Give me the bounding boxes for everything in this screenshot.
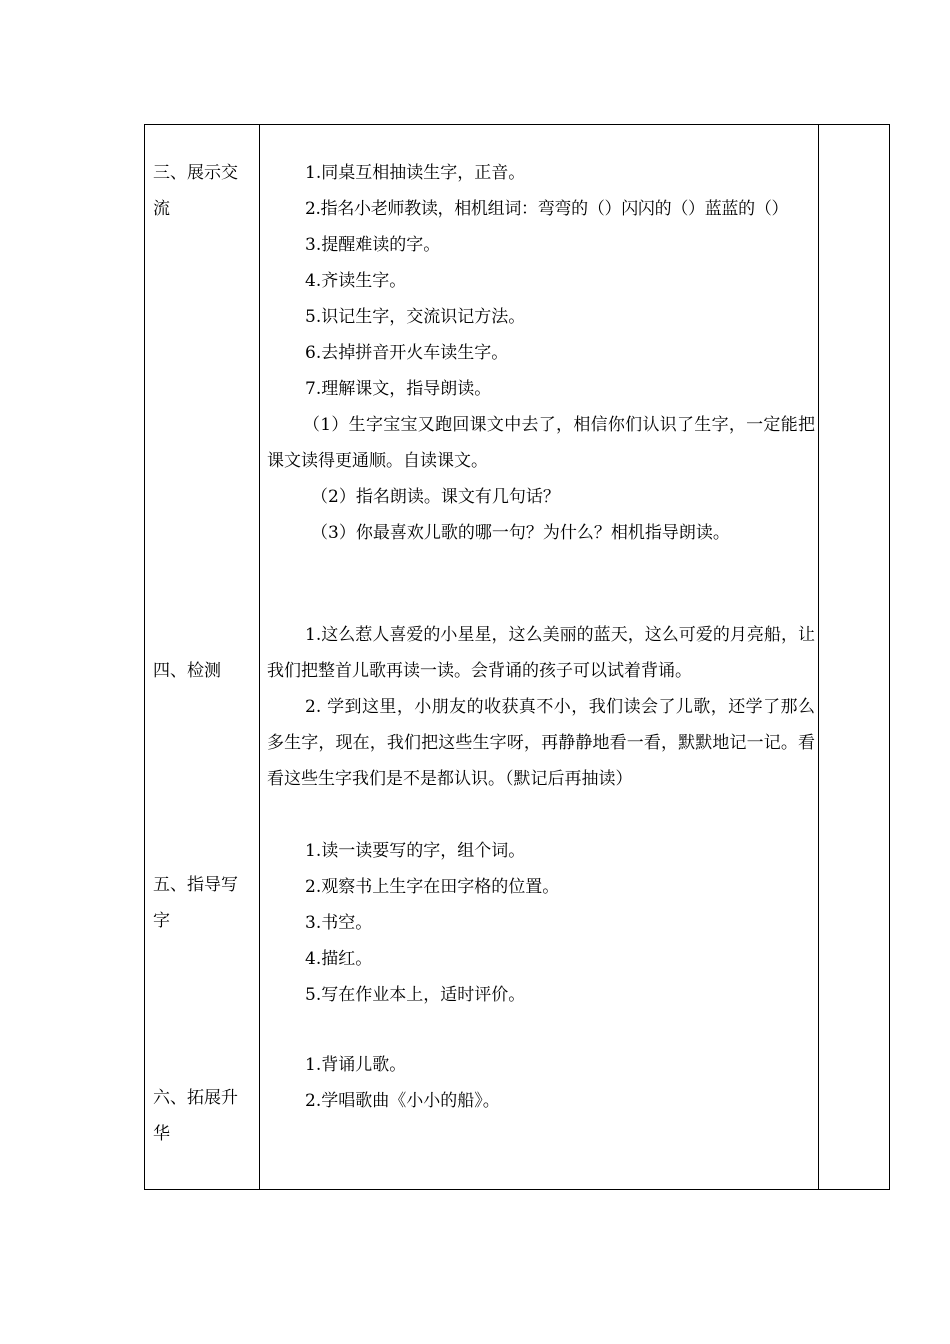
column-divider-right (818, 125, 819, 1189)
list-item: 6.去掉拼音开火车读生字。 (305, 343, 509, 363)
section-label-writing-guidance: 五、指导写字 (153, 875, 238, 931)
column-divider-left (259, 125, 260, 1189)
section-label-display-exchange: 三、展示交流 (153, 163, 238, 219)
list-item: 5.识记生字，交流识记方法。 (305, 307, 526, 327)
list-item: 3.提醒难读的字。 (305, 235, 441, 255)
list-item: 2.指名小老师教读，相机组词：弯弯的（）闪闪的（）蓝蓝的（） (305, 199, 789, 219)
list-item: 1.背诵儿歌。 (305, 1055, 407, 1075)
list-item: 5.写在作业本上，适时评价。 (305, 985, 526, 1005)
section-label-check: 四、检测 (153, 661, 221, 681)
section-content-check (267, 617, 815, 797)
lesson-table (144, 124, 890, 1190)
list-item: 1.读一读要写的字，组个词。 (305, 841, 526, 861)
list-item: 3.书空。 (305, 913, 373, 933)
list-item: 2.观察书上生字在田字格的位置。 (305, 877, 560, 897)
section-content-extension (267, 1047, 815, 1119)
list-item: （1）生字宝宝又跑回课文中去了，相信你们认识了生字，一定能把课文读得更通顺。自读课文。 (267, 415, 815, 471)
list-item: 2.学唱歌曲《小小的船》。 (305, 1091, 500, 1111)
list-item: （2）指名朗读。课文有几句话？ (311, 487, 560, 507)
list-item: 4.描红。 (305, 949, 373, 969)
list-item: 4.齐读生字。 (305, 271, 407, 291)
list-item: 7.理解课文，指导朗读。 (305, 379, 492, 399)
list-item: 2. 学到这里，小朋友的收获真不小，我们读会了儿歌，还学了那么多生字，现在，我们把这些生字呀，再静静地看一看，默默地记一记。看看这些生字我们是不是都认识。（默记后再抽读） (267, 697, 815, 789)
list-item: 1.同桌互相抽读生字，正音。 (305, 163, 526, 183)
list-item: 1.这么惹人喜爱的小星星，这么美丽的蓝天，这么可爱的月亮船，让我们把整首儿歌再读一读。会背诵的孩子可以试着背诵。 (267, 625, 815, 681)
section-content-display-exchange (267, 155, 815, 551)
section-content-writing-guidance (267, 833, 815, 1013)
list-item: （3）你最喜欢儿歌的哪一句？为什么？相机指导朗读。 (311, 523, 730, 543)
section-label-extension: 六、拓展升华 (153, 1088, 238, 1144)
